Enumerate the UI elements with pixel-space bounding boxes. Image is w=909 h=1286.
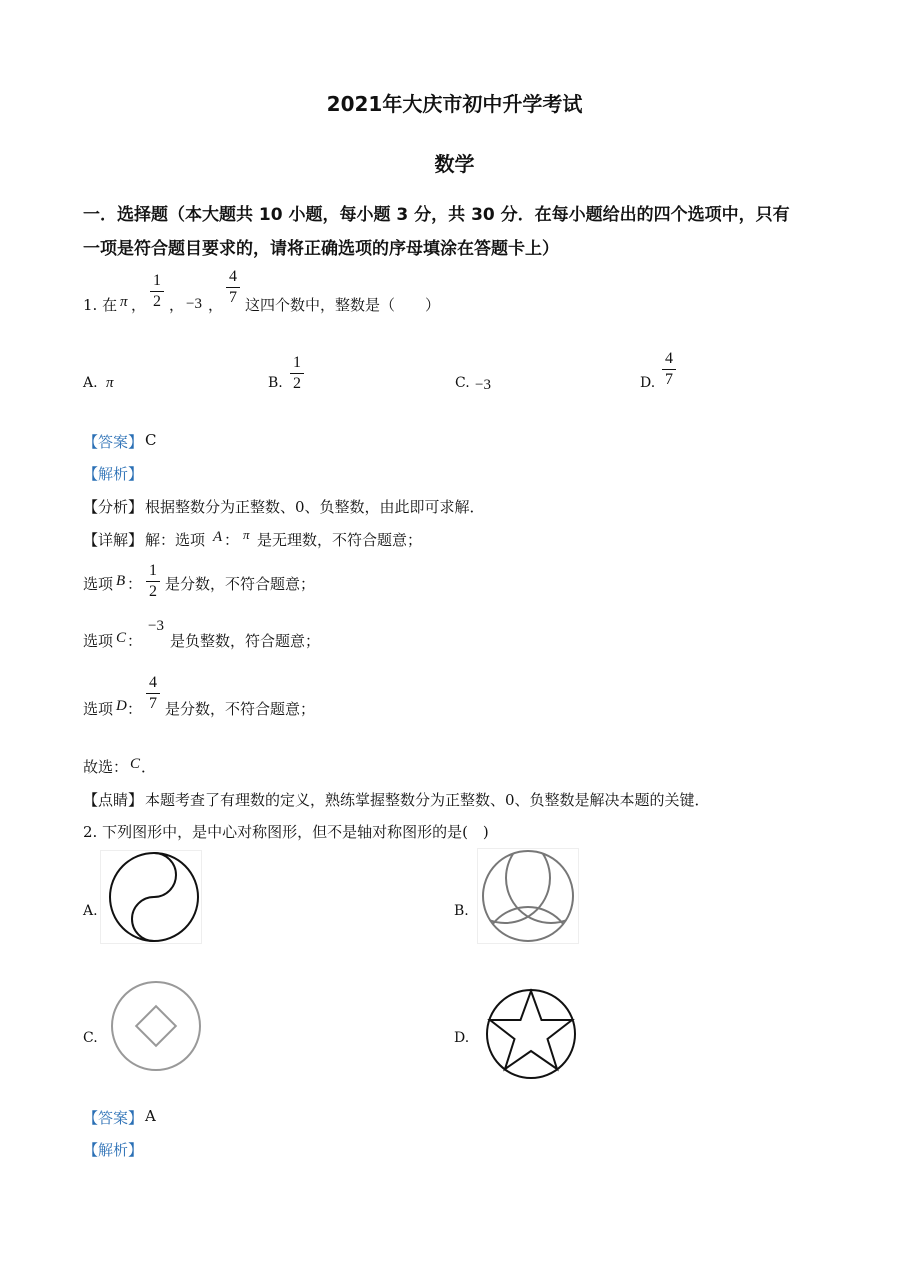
q1-analysis-tag: 【解析】 [83, 465, 144, 483]
q1-option-b-fraction: 1 2 [290, 354, 304, 393]
q2-option-c-figure [108, 978, 204, 1074]
q2-option-d-figure [483, 986, 579, 1082]
q1-xiangjie-pi: π [243, 527, 250, 542]
q1-opt-c-prefix: 选项 [83, 632, 114, 650]
q1-opt-d-prefix: 选项 [83, 700, 114, 718]
q1-opt-c-letter: C [116, 630, 127, 646]
exam-title: 2021年大庆市初中升学考试 [326, 92, 583, 116]
q1-conclusion-suffix: ． [141, 758, 157, 776]
q1-fraction-four-sevenths: 4 7 [226, 268, 240, 307]
q1-opt-c-text: 是负整数，符合题意； [170, 632, 321, 650]
q1-opt-b-prefix: 选项 [83, 575, 114, 593]
q1-opt-d-colon: ： [127, 700, 143, 718]
q1-xiangjie-a-letter: A [213, 529, 223, 545]
subject-title: 数学 [434, 152, 475, 176]
q1-comma-1: ， [131, 296, 147, 314]
q1-comma-2: ， [169, 296, 185, 314]
q1-neg3: −3 [186, 296, 202, 312]
q1-xiangjie-tag: 【详解】 [83, 531, 144, 549]
q1-fenxi-text: 根据整数分为正整数、0、负整数，由此即可求解． [145, 498, 485, 516]
q1-answer-value: C [145, 431, 157, 449]
q1-option-c-label[interactable]: C. [455, 375, 470, 391]
q2-option-c-label[interactable]: C. [83, 1030, 98, 1046]
q1-option-b-label[interactable]: B. [268, 375, 283, 391]
q1-pi: π [120, 294, 128, 310]
q1-option-a-value: π [106, 375, 114, 391]
q2-answer-value: A [145, 1107, 156, 1125]
q1-option-d-fraction: 4 7 [662, 350, 676, 389]
q1-xiangjie-colon: ： [224, 531, 240, 549]
q1-opt-b-fraction: 1 2 [146, 562, 160, 601]
q2-option-a-figure [100, 850, 202, 944]
q2-option-a-label[interactable]: A. [83, 903, 98, 919]
q1-option-c-value: −3 [475, 377, 491, 393]
q1-option-a-label[interactable]: A. [83, 375, 98, 391]
q1-fraction-half: 1 2 [150, 272, 164, 311]
q1-opt-d-letter: D [116, 698, 127, 714]
section-header-line2: 一项是符合题目要求的，请将正确选项的序母填涂在答题卡上） [83, 239, 559, 259]
q2-option-b-label[interactable]: B. [454, 903, 469, 919]
q1-opt-b-text: 是分数，不符合题意； [165, 575, 316, 593]
q2-option-b-figure [477, 848, 579, 944]
q1-conclusion-prefix: 故选： [83, 758, 129, 776]
section-header-line1: 一．选择题（本大题共 10 小题，每小题 3 分，共 30 分．在每小题给出的四个选项中，只有 [83, 205, 790, 225]
q2-answer-tag: 【答案】 [83, 1109, 144, 1127]
q1-answer-tag: 【答案】 [83, 433, 144, 451]
q1-conclusion-letter: C [130, 756, 141, 772]
q1-opt-c-neg3: −3 [148, 618, 164, 634]
q1-xiangjie-a-text: 是无理数，不符合题意； [257, 531, 423, 549]
q1-opt-c-colon: ： [127, 632, 143, 650]
q1-opt-b-colon: ： [127, 575, 143, 593]
q1-prefix: 1. 在 [83, 296, 118, 314]
q2-analysis-tag: 【解析】 [83, 1141, 144, 1159]
q1-opt-d-text: 是分数，不符合题意； [165, 700, 316, 718]
q1-dianjing-tag: 【点睛】 [83, 791, 144, 809]
q1-fenxi-tag: 【分析】 [83, 498, 144, 516]
q1-xiangjie-prefix: 解：选项 [145, 531, 206, 549]
q1-dianjing-text: 本题考查了有理数的定义，熟练掌握整数分为正整数、0、负整数是解决本题的关键． [145, 791, 710, 809]
q2-option-d-label[interactable]: D. [454, 1030, 470, 1046]
q1-opt-d-fraction: 4 7 [146, 674, 160, 713]
q1-opt-b-letter: B [116, 573, 126, 589]
q1-suffix: 这四个数中，整数是（ ） [245, 296, 441, 314]
q1-option-d-label[interactable]: D. [640, 375, 656, 391]
q1-comma-3: ， [208, 296, 224, 314]
question-2-text: 2. 下列图形中，是中心对称图形，但不是轴对称图形的是( ) [83, 823, 489, 841]
